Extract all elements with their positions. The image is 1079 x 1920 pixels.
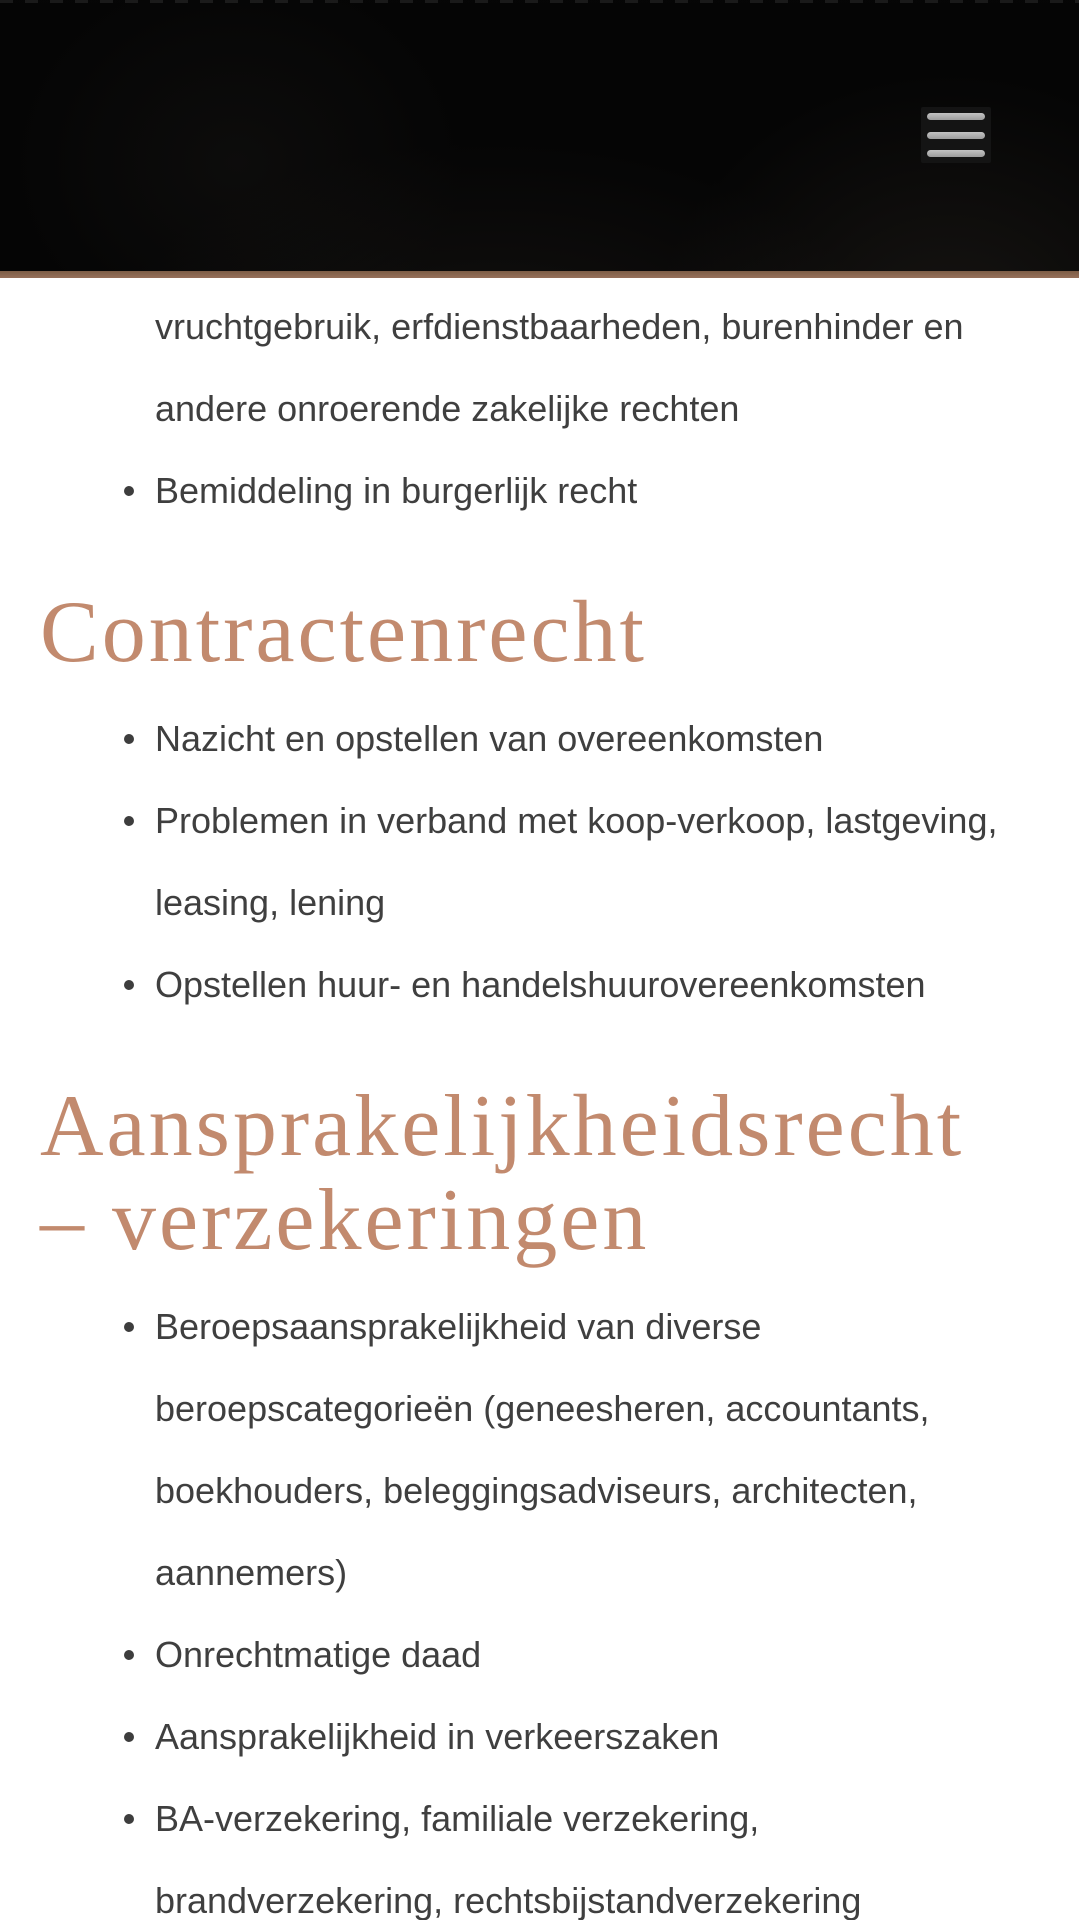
bullet-icon	[124, 816, 134, 826]
list-item	[40, 1286, 1039, 1614]
bullet-icon	[124, 980, 134, 990]
hamburger-menu-icon	[927, 150, 985, 157]
list-item	[40, 698, 1039, 780]
list-item-text: brandverzekering, rechtsbijstandverzekering	[155, 1880, 862, 1920]
section-title-text: Aansprakelijkheidsrecht	[40, 1078, 965, 1175]
section-title-text: – verzekeringen	[40, 1172, 650, 1269]
header-photo-edge	[0, 0, 1079, 3]
mobile-menu-button[interactable]	[921, 107, 991, 163]
section-title-contractenrecht	[40, 586, 1039, 680]
practice-list-zakenrecht	[40, 286, 1039, 532]
practice-list-contractenrecht	[40, 698, 1039, 1026]
list-item-text: vruchtgebruik, erfdienstbaarheden, burenhinder en	[155, 306, 964, 347]
bullet-icon	[124, 1814, 134, 1824]
list-item-text: Nazicht en opstellen van overeenkomsten	[155, 718, 824, 759]
list-item-text: beroepscategorieën (geneesheren, accountants,	[155, 1388, 930, 1429]
bullet-icon	[124, 1650, 134, 1660]
site-header	[0, 0, 1079, 271]
hamburger-menu-icon	[927, 113, 985, 120]
accent-divider	[0, 271, 1079, 278]
list-item-text: Aansprakelijkheid in verkeerszaken	[155, 1716, 720, 1757]
bullet-icon	[124, 1322, 134, 1332]
list-item-continuation	[40, 286, 1039, 450]
list-item	[40, 780, 1039, 944]
list-item	[40, 1696, 1039, 1778]
list-item-text: Problemen in verband met koop-verkoop, lastgeving,	[155, 800, 998, 841]
bullet-icon	[124, 1732, 134, 1742]
list-item-text: leasing, lening	[155, 882, 386, 923]
content-area	[0, 278, 1079, 1920]
bullet-icon	[124, 734, 134, 744]
list-item-text: boekhouders, beleggingsadviseurs, architecten,	[155, 1470, 918, 1511]
list-item	[40, 1778, 1039, 1920]
list-item-text: Beroepsaansprakelijkheid van diverse	[155, 1306, 762, 1347]
list-item	[40, 1614, 1039, 1696]
section-title-text: Contractenrecht	[40, 584, 647, 681]
bullet-icon	[124, 486, 134, 496]
list-item	[40, 944, 1039, 1026]
list-item	[40, 450, 1039, 532]
list-item-text: BA-verzekering, familiale verzekering,	[155, 1798, 760, 1839]
list-item-text: Bemiddeling in burgerlijk recht	[155, 470, 638, 511]
hamburger-menu-icon	[927, 132, 985, 139]
list-item-text: andere onroerende zakelijke rechten	[155, 388, 740, 429]
list-item-text: aannemers)	[155, 1552, 348, 1593]
practice-list-aansprakelijkheidsrecht	[40, 1286, 1039, 1920]
section-title-aansprakelijkheidsrecht	[40, 1080, 1039, 1268]
list-item-text: Opstellen huur- en handelshuurovereenkomsten	[155, 964, 926, 1005]
list-item-text: Onrechtmatige daad	[155, 1634, 482, 1675]
